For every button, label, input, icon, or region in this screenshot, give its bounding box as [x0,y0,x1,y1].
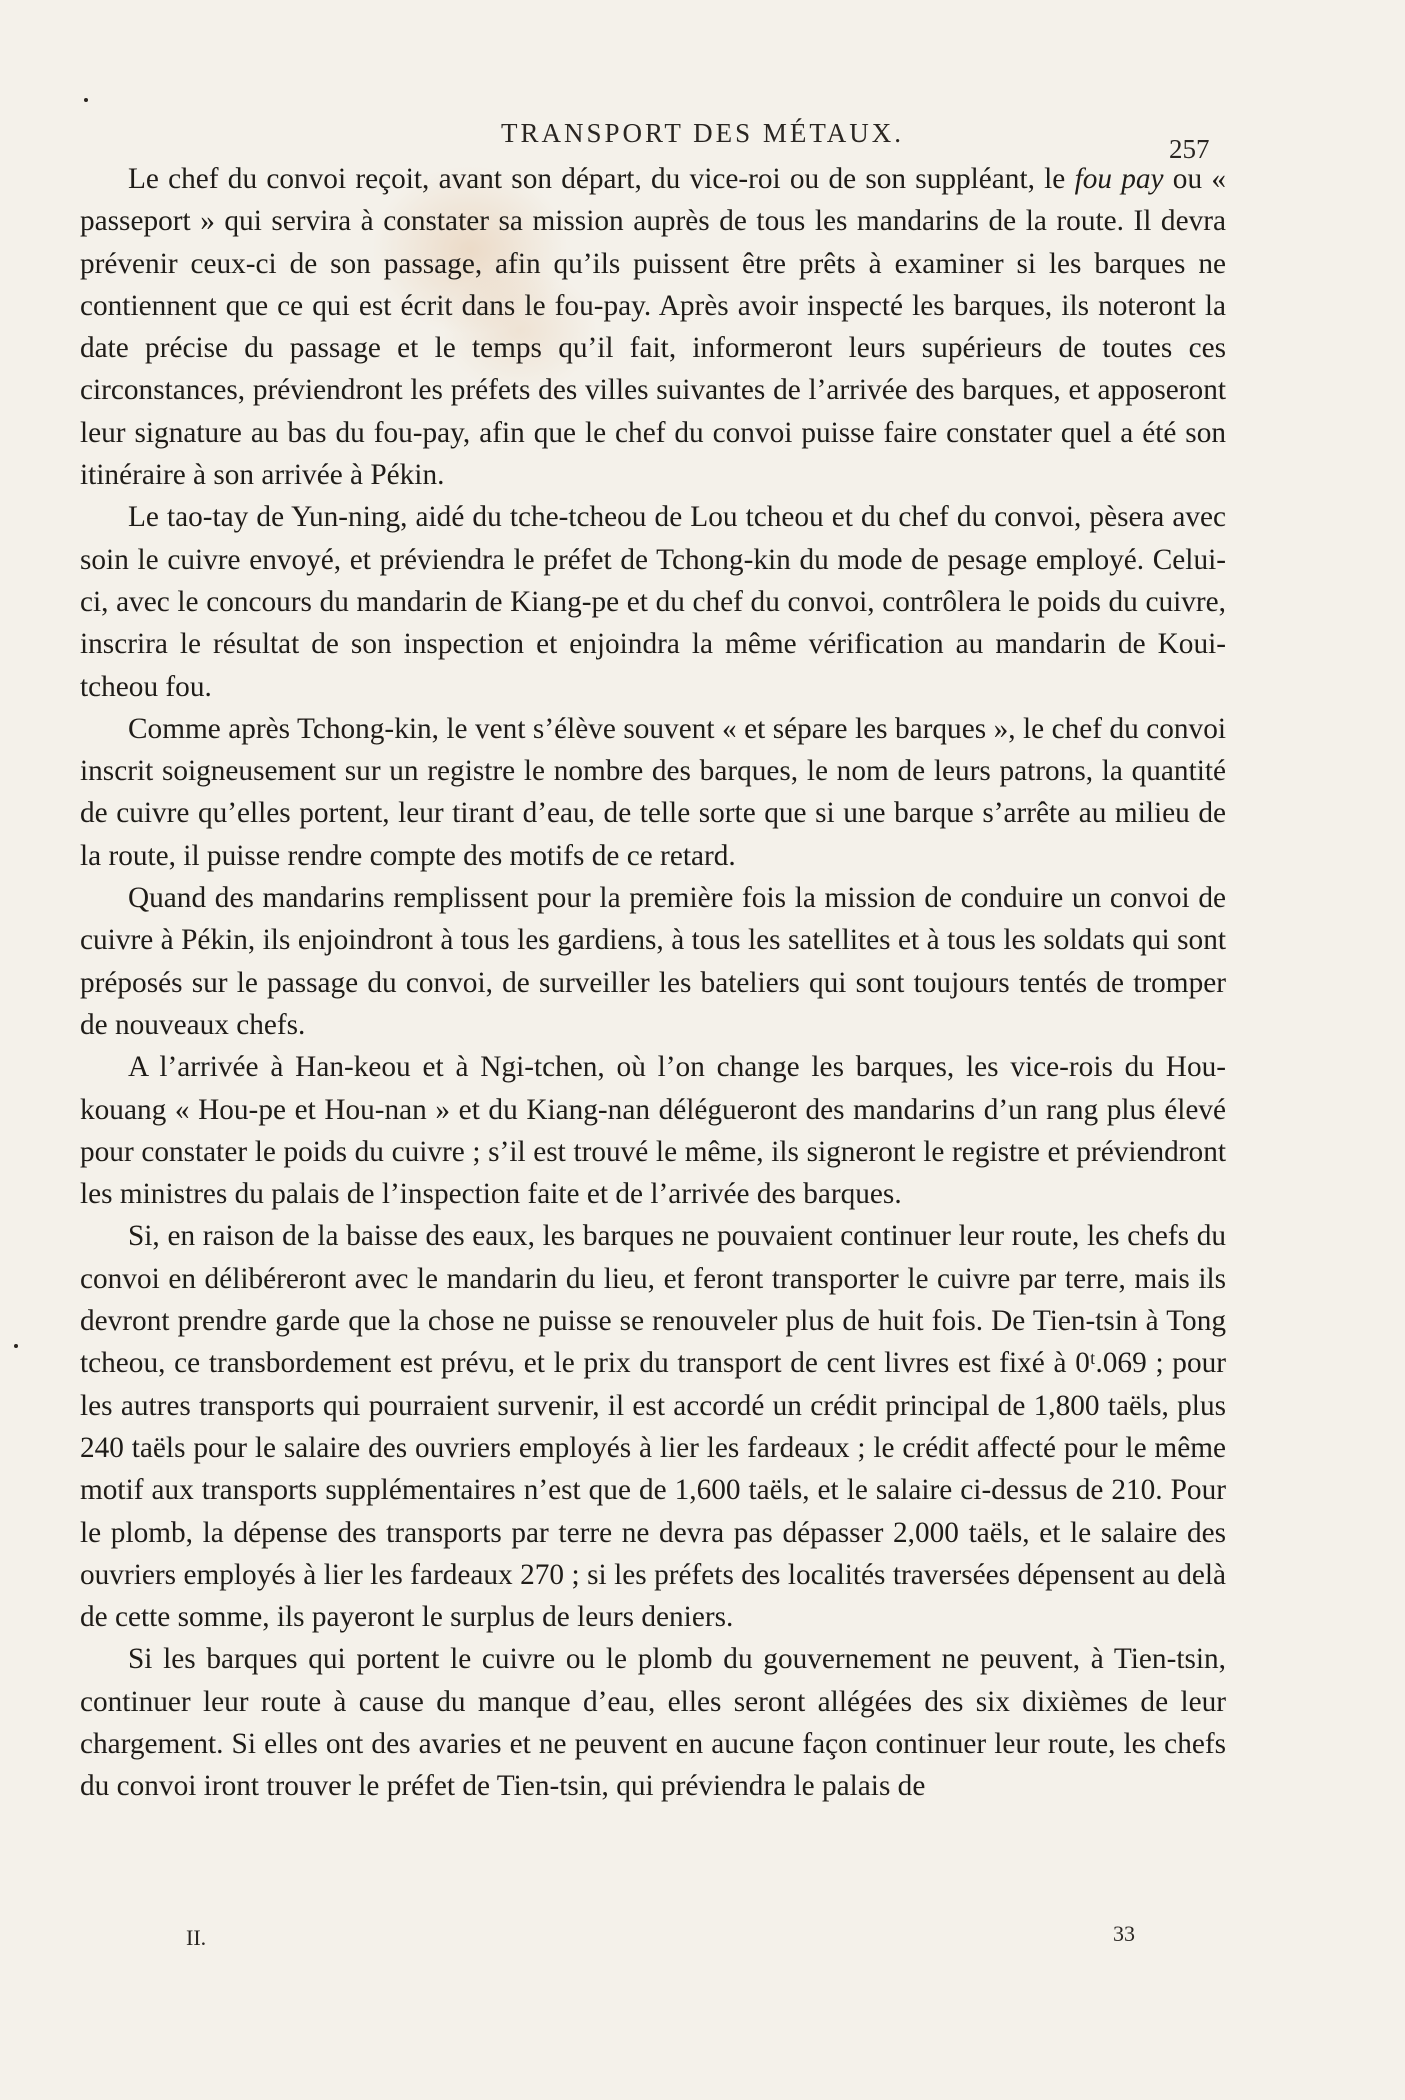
paragraph-text: Le chef du convoi reçoit, avant son départ, du vice-roi ou de son suppléant, le [128,163,1075,195]
signature-mark: II. [186,1925,207,1950]
page-number: 257 [1169,134,1210,164]
paragraph: Quand des mandarins remplissent pour la première fois la mission de conduire un convoi de cuivre à Pékin, ils enjoindront à tous les gardiens, à tous les satellites et à tous les soldats qui sont préposés sur le passage du convoi, de surveiller les bateliers qui sont toujours tentés de tromper de nouveaux chefs. [80,882,1226,1041]
body-text [80,158,1226,1808]
paragraph: Le tao-tay de Yun-ning, aidé du tche-tcheou de Lou tcheou et du chef du convoi, pèsera avec soin le cuivre envoyé, et préviendra le préfet de Tchong-kin du mode de pesage employé. Celui-ci, avec le concours du mandarin de Kiang-pe et du chef du convoi, contrôlera le poids du cuivre, inscrira le résultat de son inspection et enjoindra la même vérification au mandarin de Koui-tcheou fou. [80,501,1226,703]
running-head: TRANSPORT DES MÉTAUX. [500,118,904,148]
paragraph: A l’arrivée à Han-keou et à Ngi-tchen, où l’on change les barques, les vice-rois du Hou-kouang « Hou-pe et Hou-nan » et du Kiang-nan délégueront des mandarins d’un rang plus élevé pour constater le poids du cuivre ; s’il est trouvé le même, ils signeront le registre et préviendront les ministres du palais de l’inspection faite et de l’arrivée des barques. [80,1051,1226,1211]
paragraph: Si, en raison de la baisse des eaux, les barques ne pouvaient continuer leur route, les chefs du convoi en délibéreront avec le mandarin du lieu, et feront transporter le cuivre par terre, mais ils devront prendre garde que la chose ne puisse se renouveler plus de huit fois. De Tien-tsin à Tong tcheou, ce transbordement est prévu, et le prix du transport de cent livres est fixé à 0ᵗ.069 ; pour les autres transports qui pourraient survenir, il est accordé un crédit principal de 1,800 taëls, plus 240 taëls pour le salaire des ouvriers employés à lier les fardeaux ; le crédit affecté pour le même motif aux transports supplémentaires n’est que de 1,600 taëls, et le salaire ci-dessus de 210. Pour le plomb, la dépense des transports par terre ne devra pas dépasser 2,000 taëls, et le salaire des ouvriers employés à lier les fardeaux 270 ; si les préfets des localités traversées dépensent au delà de cette somme, ils payeront le surplus de leurs deniers. [80,1220,1226,1634]
paragraph [80,158,1226,496]
paragraph: Comme après Tchong-kin, le vent s’élève souvent « et sépare les barques », le chef du convoi inscrit soigneusement sur un registre le nombre des barques, le nom de leurs patrons, la quantité de cuivre qu’elles portent, leur tirant d’eau, de telle sorte que si une barque s’arrête au milieu de la route, il puisse rendre compte des motifs de ce retard. [80,712,1226,872]
stray-ink-dot [84,98,88,102]
paragraph: Si les barques qui portent le cuivre ou le plomb du gouvernement ne peuvent, à Tien-tsin, continuer leur route à cause du manque d’eau, elles seront allégées des six dixièmes de leur chargement. Si elles ont des avaries et ne peuvent en aucune façon continuer leur route, les chefs du convoi iront trouver le préfet de Tien-tsin, qui préviendra le palais de [80,1643,1226,1803]
signature-number: 33 [1113,1921,1135,1946]
paragraph-text: ou « passeport » qui servira à constater sa mission auprès de tous les mandarins de la route. Il devra prévenir ceux-ci de son passage, afin qu’ils puissent être prêts à examiner si les barques ne contiennent que ce qui est écrit dans le fou-pay. Après avoir inspecté les barques, ils noteront la date précise du passage et le temps qu’il fait, informeront leurs supérieurs de toutes ces circonstances, préviendront les préfets des villes suivantes de l’arrivée des barques, et apposeront leur signature au bas du fou-pay, afin que le chef du convoi puisse faire constater quel a été son itinéraire à son arrivée à Pékin. [80,163,1227,492]
italic-term: fou pay [1074,163,1164,195]
stray-ink-dot [14,1344,18,1348]
